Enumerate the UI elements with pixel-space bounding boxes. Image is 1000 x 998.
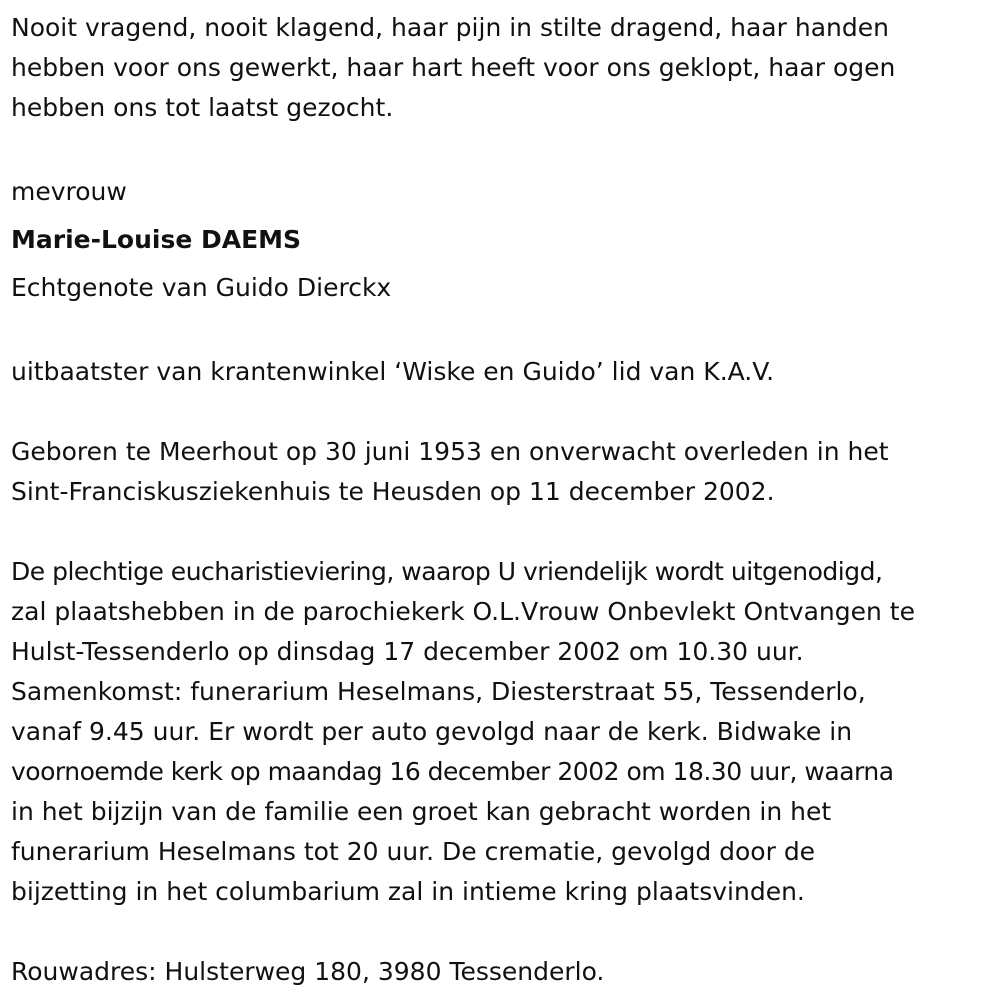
occupation-line: uitbaatster van krantenwinkel ‘Wiske en Guido’ lid van K.A.V.	[11, 357, 775, 386]
ceremony-line: voornoemde kerk op maandag 16 december 2002 om 18.30 uur, waarna	[11, 757, 894, 786]
spouse-line: Echtgenote van Guido Dierckx	[11, 273, 392, 302]
birth-death-line: Sint-Franciskusziekenhuis te Heusden op 11 december 2002.	[11, 477, 775, 506]
obituary-document	[11, 8, 991, 992]
poem-paragraph	[11, 8, 991, 128]
deceased-block	[11, 168, 991, 312]
ceremony-line: in het bijzijn van de familie een groet kan gebracht worden in het	[11, 797, 832, 826]
paragraph-spacer	[11, 312, 991, 352]
paragraph-spacer	[11, 392, 991, 432]
ceremony-line: bijzetting in het columbarium zal in intieme kring plaatsvinden.	[11, 877, 805, 906]
ceremony-line: Samenkomst: funerarium Heselmans, Diesterstraat 55, Tessenderlo,	[11, 677, 866, 706]
ceremony-line: zal plaatshebben in de parochiekerk O.L.Vrouw Onbevlekt Ontvangen te	[11, 597, 915, 626]
birth-death-paragraph	[11, 432, 991, 512]
poem-line: hebben ons tot laatst gezocht.	[11, 93, 394, 122]
ceremony-paragraph	[11, 552, 991, 912]
poem-line: Nooit vragend, nooit klagend, haar pijn in stilte dragend, haar handen	[11, 13, 889, 42]
paragraph-spacer	[11, 128, 991, 168]
poem-line: hebben voor ons gewerkt, haar hart heeft voor ons geklopt, haar ogen	[11, 53, 896, 82]
ceremony-line: vanaf 9.45 uur. Er wordt per auto gevolgd naar de kerk. Bidwake in	[11, 717, 853, 746]
mourning-address: Rouwadres: Hulsterweg 180, 3980 Tessenderlo.	[11, 957, 605, 986]
honorific-title: mevrouw	[11, 177, 127, 206]
paragraph-spacer	[11, 912, 991, 952]
deceased-name: Marie-Louise DAEMS	[11, 225, 302, 254]
ceremony-line: funerarium Heselmans tot 20 uur. De crematie, gevolgd door de	[11, 837, 816, 866]
ceremony-line: Hulst-Tessenderlo op dinsdag 17 december 2002 om 10.30 uur.	[11, 637, 804, 666]
ceremony-line: De plechtige eucharistieviering, waarop U vriendelijk wordt uitgenodigd,	[11, 557, 883, 586]
paragraph-spacer	[11, 512, 991, 552]
birth-death-line: Geboren te Meerhout op 30 juni 1953 en onverwacht overleden in het	[11, 437, 889, 466]
